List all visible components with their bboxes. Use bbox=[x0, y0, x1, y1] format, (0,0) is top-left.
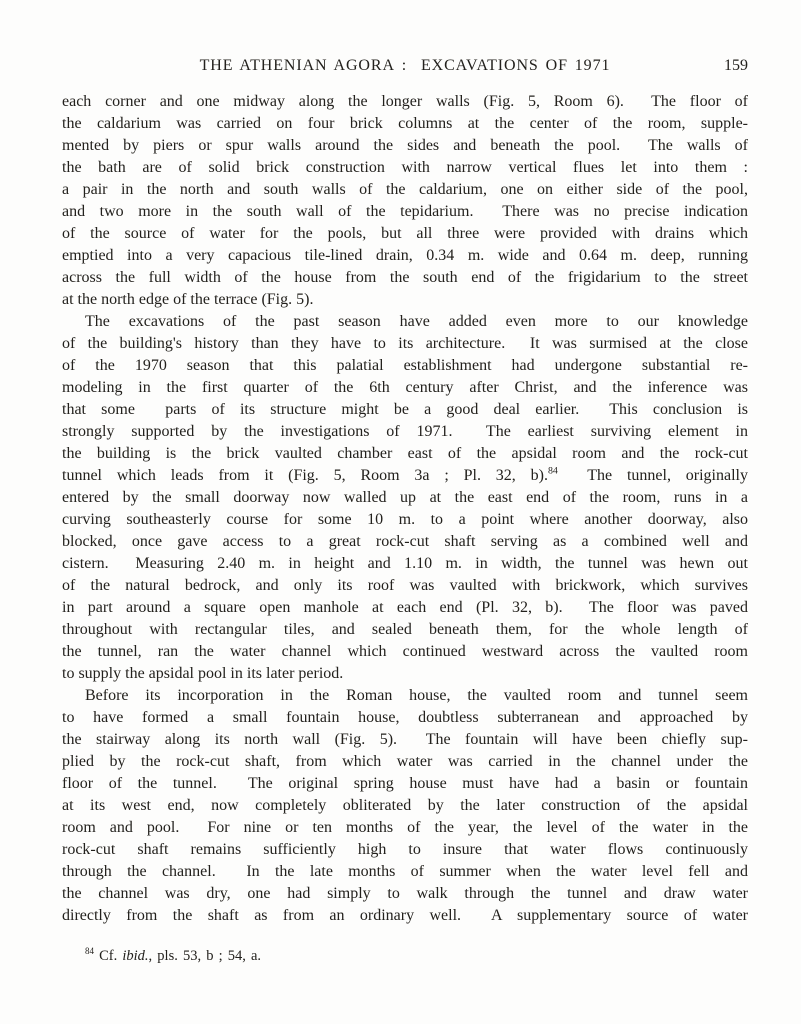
text-line: a pair in the north and south walls of the caldarium, one on either side of the pool, bbox=[62, 181, 748, 198]
text-line: blocked, once gave access to a great rock-cut shaft serving as a combined well and bbox=[62, 533, 748, 550]
running-head bbox=[62, 57, 748, 79]
paragraph bbox=[62, 685, 748, 927]
text-segment: tunnel which leads from it (Fig. 5, Room 3a ; Pl. 32, b). bbox=[62, 467, 548, 484]
text-line: the channel was dry, one had simply to walk through the tunnel and draw water bbox=[62, 885, 748, 902]
text-line: to have formed a small fountain house, doubtless subterranean and approached by bbox=[62, 709, 748, 726]
text-line: to supply the apsidal pool in its later period. bbox=[62, 665, 344, 682]
body-text bbox=[62, 91, 748, 927]
text-line: modeling in the first quarter of the 6th century after Christ, and the inference was bbox=[62, 379, 748, 396]
footnote bbox=[62, 946, 748, 967]
text-line: the bath are of solid brick construction with narrow vertical flues let into them : bbox=[62, 159, 748, 176]
text-line: each corner and one midway along the longer walls (Fig. 5, Room 6). The floor of bbox=[62, 93, 748, 110]
page-number: 159 bbox=[724, 57, 748, 74]
text-line: curving southeasterly course for some 10 m. to a point where another doorway, also bbox=[62, 511, 748, 528]
text-line: the building is the brick vaulted chamber east of the apsidal room and the rock-cut bbox=[62, 445, 748, 462]
text-line: and two more in the south wall of the tepidarium. There was no precise indication bbox=[62, 203, 748, 220]
text-line: the stairway along its north wall (Fig. 5). The fountain will have been chiefly sup- bbox=[62, 731, 748, 748]
text-line: mented by piers or spur walls around the sides and beneath the pool. The walls of bbox=[62, 137, 748, 154]
text-line: rock-cut shaft remains sufficiently high to insure that water flows continuously bbox=[62, 841, 748, 858]
text-line: across the full width of the house from the south end of the frigidarium to the street bbox=[62, 269, 748, 286]
text-line: strongly supported by the investigations of 1971. The earliest surviving element in bbox=[62, 423, 748, 440]
text-line bbox=[62, 465, 748, 487]
text-line: of the source of water for the pools, but all three were provided with drains which bbox=[62, 225, 748, 242]
text-line: room and pool. For nine or ten months of the year, the level of the water in the bbox=[62, 819, 748, 836]
footnote-marker: 84 bbox=[547, 465, 558, 477]
text-line: entered by the small doorway now walled up at the east end of the room, runs in a bbox=[62, 489, 748, 506]
text-line: the caldarium was carried on four brick columns at the center of the room, supple- bbox=[62, 115, 748, 132]
footnote-text bbox=[62, 946, 748, 967]
text-line: the tunnel, ran the water channel which continued westward across the vaulted room bbox=[62, 643, 748, 660]
page-title: THE ATHENIAN AGORA : EXCAVATIONS OF 1971 bbox=[199, 57, 611, 74]
text-line: directly from the shaft as from an ordinary well. A supplementary source of water bbox=[62, 907, 748, 924]
text-line: of the natural bedrock, and only its roof was vaulted with brickwork, which survives bbox=[62, 577, 748, 594]
paragraph bbox=[62, 91, 748, 311]
text-line: in part around a square open manhole at each end (Pl. 32, b). The floor was paved bbox=[62, 599, 748, 616]
paragraph bbox=[62, 311, 748, 685]
text-line: of the building's history than they have to its architecture. It was surmised at the close bbox=[62, 335, 748, 352]
text-line: Before its incorporation in the Roman house, the vaulted room and tunnel seem bbox=[85, 687, 748, 704]
text-line: plied by the rock-cut shaft, from which water was carried in the channel under the bbox=[62, 753, 748, 770]
text-line: that some parts of its structure might be a good deal earlier. This conclusion is bbox=[62, 401, 748, 418]
text-segment: Cf. bbox=[93, 948, 123, 964]
text-segment: The tunnel, originally bbox=[557, 467, 748, 484]
text-line: at the north edge of the terrace (Fig. 5). bbox=[62, 291, 314, 308]
text-segment: , pls. 53, b ; 54, a. bbox=[148, 948, 262, 964]
text-line: cistern. Measuring 2.40 m. in height and 1.10 m. in width, the tunnel was hewn out bbox=[62, 555, 748, 572]
text-line: of the 1970 season that this palatial establishment had undergone substantial re- bbox=[62, 357, 748, 374]
text-line: through the channel. In the late months of summer when the water level fell and bbox=[62, 863, 748, 880]
text-line: throughout with rectangular tiles, and sealed beneath them, for the whole length of bbox=[62, 621, 748, 638]
text-line: floor of the tunnel. The original spring house must have had a basin or fountain bbox=[62, 775, 748, 792]
text-line: at its west end, now completely obliterated by the later construction of the apsidal bbox=[62, 797, 748, 814]
footnote-marker: 84 bbox=[85, 946, 94, 957]
italic-text: ibid. bbox=[122, 948, 149, 964]
text-line: emptied into a very capacious tile-lined drain, 0.34 m. wide and 0.64 m. deep, running bbox=[62, 247, 748, 264]
text-line: The excavations of the past season have added even more to our knowledge bbox=[85, 313, 748, 330]
